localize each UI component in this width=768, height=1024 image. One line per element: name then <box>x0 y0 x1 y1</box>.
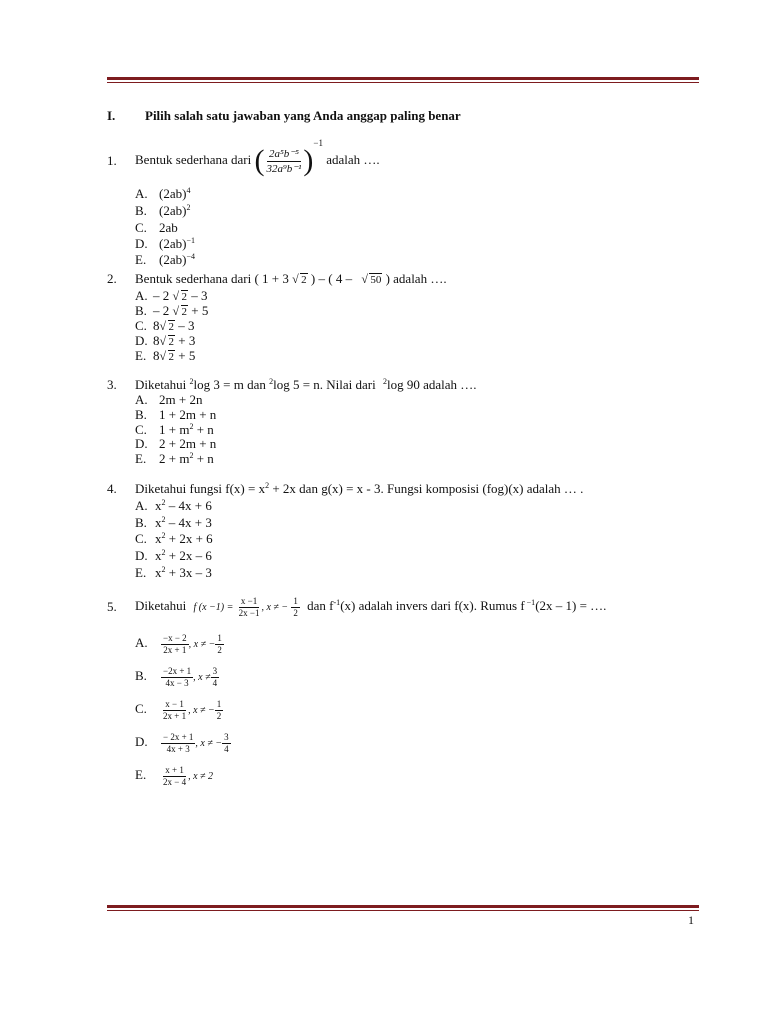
q5-sup-1: -1 <box>333 598 341 607</box>
option-pre: 1 + m <box>159 422 190 437</box>
section-number: I. <box>107 108 116 123</box>
frac-den: 4 <box>212 677 218 688</box>
q3-option-e[interactable] <box>135 451 214 466</box>
q3-option-c[interactable] <box>135 422 214 437</box>
option-pre: 1 + 2m + n <box>159 407 217 422</box>
option-post: + 2x + 6 <box>165 531 213 546</box>
option-letter: E. <box>135 348 147 363</box>
q1-number: 1. <box>107 153 117 168</box>
q5-stem <box>135 592 606 622</box>
option-letter: B. <box>135 303 147 318</box>
option-sup: −1 <box>186 236 195 245</box>
option-pre: – 2 <box>153 288 170 303</box>
q2-stem <box>135 271 447 288</box>
option-text: (2ab) <box>159 236 187 251</box>
q1-frac-den: 32a⁹b⁻¹ <box>266 162 302 175</box>
frac-num: 1 <box>217 632 222 643</box>
option-text: (2ab) <box>159 252 187 267</box>
option-pre: 2 + m <box>159 451 190 466</box>
option-cond: , x ≠ <box>193 672 211 683</box>
q4-stem <box>135 481 583 496</box>
option-letter: B. <box>135 515 147 530</box>
option-pre: x <box>155 548 162 563</box>
option-radicand: 2 <box>181 291 187 303</box>
option-radicand: 2 <box>168 336 174 348</box>
q1-exponent: −1 <box>313 138 323 148</box>
q4-t1: Diketahui fungsi f(x) = x <box>135 481 266 496</box>
option-cond: , x ≠ − <box>188 705 215 716</box>
q5-number: 5. <box>107 599 117 614</box>
option-fraction <box>161 633 189 656</box>
q1-fraction <box>264 147 303 176</box>
option-sup: −4 <box>186 252 195 261</box>
q5-t3: (2x – 1) = …. <box>535 598 607 613</box>
option-cond-fraction <box>211 666 220 689</box>
page-number: 1 <box>688 913 694 927</box>
option-letter: A. <box>135 635 148 650</box>
q5-option-a[interactable] <box>135 628 224 660</box>
option-letter: B. <box>135 407 147 422</box>
frac-num: 1 <box>216 698 222 709</box>
right-paren: ) <box>303 144 314 178</box>
option-post: + 3 <box>178 333 196 348</box>
q1-prefix: Bentuk sederhana dari <box>135 152 252 167</box>
q5-cond-fraction <box>291 596 300 619</box>
q5-option-d[interactable] <box>135 727 231 759</box>
q3-number: 3. <box>107 377 117 392</box>
option-post: – 4x + 6 <box>165 498 212 513</box>
option-sup: 2 <box>189 422 194 431</box>
frac-den: 2 <box>216 710 222 721</box>
option-fraction <box>161 699 188 722</box>
q4-option-d[interactable] <box>135 548 212 563</box>
option-sup: 2 <box>161 515 166 524</box>
q3-option-a[interactable] <box>135 392 202 407</box>
q3-base-3: 2 <box>383 377 387 386</box>
q3-t4: log 90 adalah …. <box>387 377 477 392</box>
option-letter: C. <box>135 531 147 546</box>
option-letter: D. <box>135 548 148 563</box>
option-letter: D. <box>135 734 148 749</box>
option-letter: D. <box>135 333 148 348</box>
q5-sup-2: −1 <box>524 598 536 607</box>
option-post: + 5 <box>191 303 209 318</box>
option-cond: , x ≠ 2 <box>188 771 214 782</box>
q1-stem <box>135 138 380 182</box>
option-text: (2ab) <box>159 186 187 201</box>
option-pre: 8 <box>153 318 160 333</box>
footer-rule <box>107 905 699 911</box>
frac-den: 2x − 4 <box>163 776 187 787</box>
frac-den: 2x + 1 <box>163 710 187 721</box>
q1-option-b[interactable] <box>135 203 190 218</box>
q5-f-fraction <box>237 596 262 619</box>
option-post: + n <box>193 422 214 437</box>
option-pre: x <box>155 515 162 530</box>
option-letter: A. <box>135 288 148 303</box>
q2-radicand-1: 2 <box>301 274 307 286</box>
option-letter: C. <box>135 422 147 437</box>
q3-option-b[interactable] <box>135 407 216 422</box>
option-pre: 8 <box>153 333 160 348</box>
option-letter: D. <box>135 436 148 451</box>
q3-t2: log 3 = m dan <box>193 377 266 392</box>
option-post: + n <box>193 451 214 466</box>
option-letter: E. <box>135 252 147 267</box>
q1-option-e[interactable] <box>135 252 195 267</box>
q4-number: 4. <box>107 481 117 496</box>
option-pre: x <box>155 498 162 513</box>
frac-den: 2 <box>217 644 222 655</box>
q1-suffix: adalah …. <box>326 152 380 167</box>
option-post: + 2x – 6 <box>165 548 212 563</box>
option-letter: A. <box>135 186 148 201</box>
frac-num: 1 <box>293 595 298 606</box>
q4-option-a[interactable] <box>135 498 212 513</box>
option-letter: B. <box>135 668 147 683</box>
sqrt-symbol <box>361 273 382 288</box>
q4-option-b[interactable] <box>135 515 212 530</box>
option-cond: , x ≠ − <box>195 738 223 749</box>
q3-t1: Diketahui <box>135 377 187 392</box>
option-fraction <box>161 666 193 689</box>
option-letter: A. <box>135 498 148 513</box>
option-pre: 2 + 2m + n <box>159 436 217 451</box>
option-sup: 2 <box>161 498 166 507</box>
q2-option-e[interactable] <box>135 348 195 365</box>
frac-den: 2x −1 <box>238 607 260 618</box>
frac-den: 4 <box>224 743 229 754</box>
option-sup: 2 <box>161 531 166 540</box>
header-rule <box>107 77 699 83</box>
option-cond-fraction <box>215 633 224 656</box>
option-letter: C. <box>135 318 147 333</box>
q1-option-c[interactable] <box>135 220 178 235</box>
option-pre: – 2 <box>153 303 170 318</box>
option-radicand: 2 <box>168 351 174 363</box>
option-letter: C. <box>135 701 147 716</box>
option-sup: 4 <box>186 186 191 195</box>
q5-cond: , x ≠ − <box>261 602 289 613</box>
q1-option-d[interactable] <box>135 236 195 251</box>
option-pre: 8 <box>153 348 160 363</box>
frac-num: −x − 2 <box>163 632 187 643</box>
frac-num: 3 <box>212 665 218 676</box>
q3-t3: log 5 = n. Nilai dari <box>273 377 376 392</box>
q3-base-1: 2 <box>189 377 194 386</box>
frac-den: 2 <box>293 607 298 618</box>
q5-option-b[interactable] <box>135 661 219 693</box>
q2-radicand-2: 50 <box>370 274 382 286</box>
option-post: + 5 <box>178 348 196 363</box>
frac-num: x + 1 <box>165 764 184 775</box>
option-sup: 2 <box>186 203 191 212</box>
q1-option-a[interactable] <box>135 186 190 201</box>
q5-t2: (x) adalah invers dari f(x). Rumus f <box>340 598 525 613</box>
option-cond-fraction <box>215 699 224 722</box>
option-text: 2ab <box>159 220 178 235</box>
frac-num: x −1 <box>240 595 258 606</box>
q2-prefix: Bentuk sederhana dari ( 1 + 3 <box>135 271 289 286</box>
option-letter: A. <box>135 392 148 407</box>
sqrt-symbol <box>292 273 308 288</box>
q5-prefix: Diketahui <box>135 598 187 613</box>
frac-den: 2x + 1 <box>163 644 187 655</box>
q3-stem <box>135 377 477 392</box>
frac-den: 4x − 3 <box>165 677 189 688</box>
option-cond-fraction <box>222 732 231 755</box>
option-letter: B. <box>135 203 147 218</box>
q4-option-e[interactable] <box>135 565 212 580</box>
q4-option-c[interactable] <box>135 531 213 546</box>
option-post: – 3 <box>191 288 208 303</box>
option-sup: 2 <box>161 565 166 574</box>
option-letter: C. <box>135 220 147 235</box>
option-post: – 3 <box>178 318 195 333</box>
frac-num: −2x + 1 <box>163 665 192 676</box>
q5-option-c[interactable] <box>135 694 223 726</box>
q3-option-d[interactable] <box>135 436 216 451</box>
q5-option-e[interactable] <box>135 760 213 792</box>
frac-den: 4x + 3 <box>166 743 190 754</box>
frac-num: 3 <box>224 731 229 742</box>
frac-num: − 2x + 1 <box>163 731 194 742</box>
section-instruction: Pilih salah satu jawaban yang Anda anggap paling benar <box>145 108 461 123</box>
q5-fx: f (x −1) = <box>193 602 234 613</box>
left-paren: ( <box>254 144 265 178</box>
option-text: (2ab) <box>159 203 187 218</box>
option-letter: E. <box>135 767 147 782</box>
option-cond: , x ≠ − <box>188 639 216 650</box>
q5-t1: dan f <box>307 598 334 613</box>
option-letter: D. <box>135 236 148 251</box>
option-pre: x <box>155 531 162 546</box>
q4-t2: + 2x dan g(x) = x - 3. Fungsi komposisi (fog)(x) adalah … . <box>269 481 584 496</box>
q1-frac-num: 2a⁵b⁻⁵ <box>268 147 299 160</box>
q2-number: 2. <box>107 271 117 286</box>
q2-suffix: ) adalah …. <box>385 271 447 286</box>
option-pre: x <box>155 565 162 580</box>
option-sup: 2 <box>189 451 194 460</box>
option-sup: 2 <box>161 548 166 557</box>
option-letter: E. <box>135 451 147 466</box>
option-radicand: 2 <box>181 306 187 318</box>
option-post: + 3x – 3 <box>165 565 212 580</box>
option-letter: E. <box>135 565 147 580</box>
q2-mid: ) – ( 4 – <box>310 271 353 286</box>
q3-base-2: 2 <box>269 377 274 386</box>
q4-sup: 2 <box>265 481 270 490</box>
option-pre: 2m + 2n <box>159 392 203 407</box>
option-fraction <box>161 765 188 788</box>
option-radicand: 2 <box>168 321 174 333</box>
option-post: – 4x + 3 <box>165 515 212 530</box>
sqrt-symbol <box>160 350 176 365</box>
frac-num: x − 1 <box>165 698 184 709</box>
option-fraction <box>161 732 195 755</box>
